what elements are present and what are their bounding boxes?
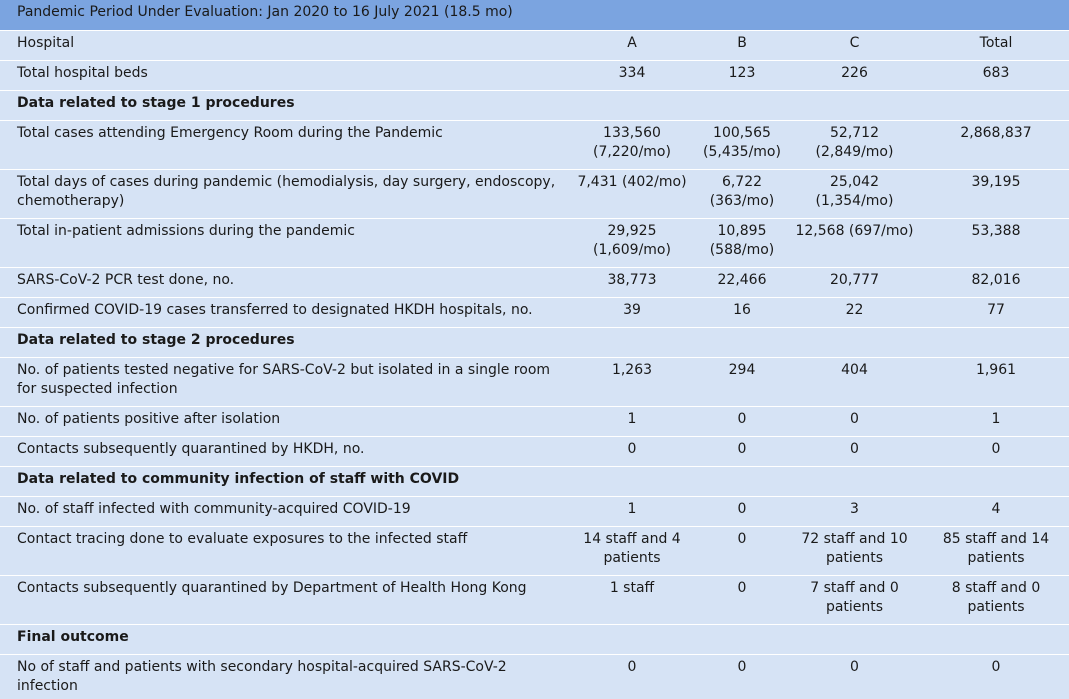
header-c: C (786, 31, 923, 61)
header-total: Total (923, 31, 1069, 61)
cell-c: 226 (786, 61, 923, 91)
cell-total: 683 (923, 61, 1069, 91)
table-row (0, 497, 1069, 527)
row-label: No of staff and patients with secondary hospital-acquired SARS-CoV-2 infection (0, 655, 566, 699)
section-row (0, 91, 1069, 121)
cell-a: 39 (566, 298, 698, 328)
section-heading: Data related to stage 2 procedures (0, 328, 1069, 358)
cell-b: 123 (698, 61, 786, 91)
cell-total: 39,195 (923, 170, 1069, 219)
cell-total: 85 staff and 14 patients (923, 527, 1069, 576)
header-row (0, 31, 1069, 61)
row-label: Confirmed COVID-19 cases transferred to designated HKDH hospitals, no. (0, 298, 566, 328)
cell-c: 0 (786, 407, 923, 437)
row-label: Total in-patient admissions during the pandemic (0, 219, 566, 268)
cell-total: 53,388 (923, 219, 1069, 268)
table-row (0, 121, 1069, 170)
cell-c: 72 staff and 10 patients (786, 527, 923, 576)
cell-a: 38,773 (566, 268, 698, 298)
row-label: Total cases attending Emergency Room during the Pandemic (0, 121, 566, 170)
cell-c: 3 (786, 497, 923, 527)
cell-b: 0 (698, 576, 786, 625)
cell-c: 52,712 (2,849/mo) (786, 121, 923, 170)
section-heading: Data related to community infection of staff with COVID (0, 467, 1069, 497)
header-b: B (698, 31, 786, 61)
cell-c: 7 staff and 0 patients (786, 576, 923, 625)
cell-b: 0 (698, 437, 786, 467)
cell-a: 1 (566, 497, 698, 527)
header-label: Hospital (0, 31, 566, 61)
cell-c: 25,042 (1,354/mo) (786, 170, 923, 219)
cell-a: 133,560 (7,220/mo) (566, 121, 698, 170)
table-row (0, 655, 1069, 699)
row-label: Total days of cases during pandemic (hemodialysis, day surgery, endoscopy, chemotherapy) (0, 170, 566, 219)
cell-b: 0 (698, 527, 786, 576)
cell-total: 0 (923, 437, 1069, 467)
table-row (0, 437, 1069, 467)
table-row (0, 170, 1069, 219)
cell-total: 2,868,837 (923, 121, 1069, 170)
row-label: Total hospital beds (0, 61, 566, 91)
cell-b: 0 (698, 497, 786, 527)
cell-a: 14 staff and 4 patients (566, 527, 698, 576)
table-row (0, 61, 1069, 91)
cell-a: 0 (566, 655, 698, 699)
table-row (0, 576, 1069, 625)
section-row (0, 467, 1069, 497)
header-a: A (566, 31, 698, 61)
row-label: Contacts subsequently quarantined by HKDH, no. (0, 437, 566, 467)
row-label: No. of patients positive after isolation (0, 407, 566, 437)
cell-c: 22 (786, 298, 923, 328)
cell-total: 1 (923, 407, 1069, 437)
cell-b: 10,895 (588/mo) (698, 219, 786, 268)
cell-c: 404 (786, 358, 923, 407)
cell-total: 1,961 (923, 358, 1069, 407)
table-row (0, 527, 1069, 576)
cell-b: 0 (698, 655, 786, 699)
cell-total: 82,016 (923, 268, 1069, 298)
section-row (0, 328, 1069, 358)
section-row (0, 625, 1069, 655)
cell-b: 100,565 (5,435/mo) (698, 121, 786, 170)
cell-total: 8 staff and 0 patients (923, 576, 1069, 625)
table-row (0, 407, 1069, 437)
row-label: SARS-CoV-2 PCR test done, no. (0, 268, 566, 298)
cell-a: 29,925 (1,609/mo) (566, 219, 698, 268)
cell-b: 22,466 (698, 268, 786, 298)
table-row (0, 358, 1069, 407)
cell-a: 1 (566, 407, 698, 437)
cell-total: 4 (923, 497, 1069, 527)
row-label: No. of staff infected with community-acquired COVID-19 (0, 497, 566, 527)
table-row (0, 298, 1069, 328)
cell-total: 0 (923, 655, 1069, 699)
cell-a: 0 (566, 437, 698, 467)
section-heading: Data related to stage 1 procedures (0, 91, 1069, 121)
section-heading: Final outcome (0, 625, 1069, 655)
row-label: Contact tracing done to evaluate exposures to the infected staff (0, 527, 566, 576)
table-title: Pandemic Period Under Evaluation: Jan 2020 to 16 July 2021 (18.5 mo) (0, 0, 1069, 31)
cell-b: 294 (698, 358, 786, 407)
table-title-row (0, 0, 1069, 31)
cell-b: 16 (698, 298, 786, 328)
row-label: No. of patients tested negative for SARS-CoV-2 but isolated in a single room for suspected infection (0, 358, 566, 407)
cell-c: 12,568 (697/mo) (786, 219, 923, 268)
table-row (0, 219, 1069, 268)
cell-a: 1,263 (566, 358, 698, 407)
cell-total: 77 (923, 298, 1069, 328)
cell-a: 7,431 (402/mo) (566, 170, 698, 219)
table-row (0, 268, 1069, 298)
cell-c: 20,777 (786, 268, 923, 298)
row-label: Contacts subsequently quarantined by Department of Health Hong Kong (0, 576, 566, 625)
cell-c: 0 (786, 437, 923, 467)
cell-c: 0 (786, 655, 923, 699)
cell-b: 0 (698, 407, 786, 437)
cell-a: 1 staff (566, 576, 698, 625)
cell-b: 6,722 (363/mo) (698, 170, 786, 219)
cell-a: 334 (566, 61, 698, 91)
